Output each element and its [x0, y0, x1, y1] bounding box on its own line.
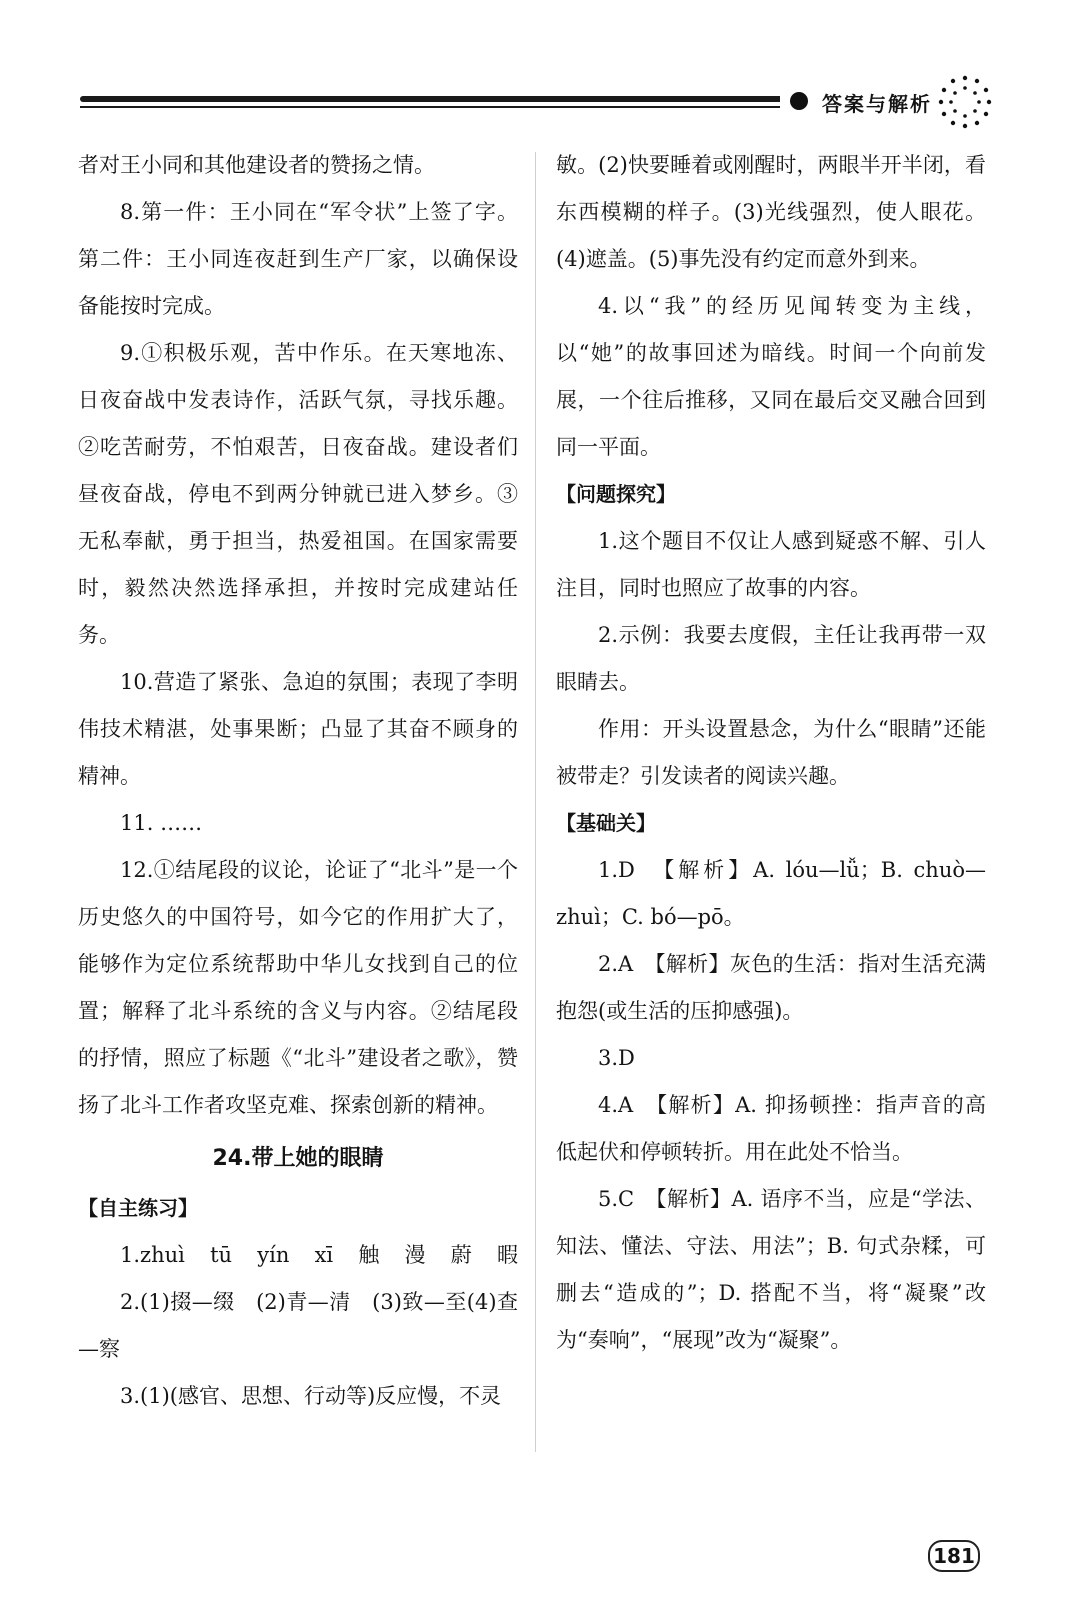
pinyin-item: 蔚: [450, 1243, 472, 1267]
answer-3-continued: 敏。(2)快要睡着或刚醒时，两眼半开半闭，看东西模糊的样子。(3)光线强烈，使人眼花。(4)遮盖。(5)事先没有约定而意外到来。: [556, 153, 986, 271]
answer-9: 9.①积极乐观，苦中作乐。在天寒地冻、日夜奋战中发表诗作，活跃气氛，寻找乐趣。②吃苦耐劳，不怕艰苦，日夜奋战。建设者们昼夜奋战，停电不到两分钟就已进入梦乡。③无私奉献，勇于担当，热爱祖国。在国家需要时，毅然决然选择承担，并按时完成建站任务。: [78, 341, 518, 647]
answer-11: 11. ……: [120, 811, 203, 835]
explore-answer-1: 1.这个题目不仅让人感到疑惑不解、引人注目，同时也照应了故事的内容。: [556, 529, 986, 600]
pinyin-item: xī: [314, 1243, 334, 1267]
basic-answer-4: 4.A 【解析】A. 抑扬顿挫：指声音的高低起伏和停顿转折。用在此处不恰当。: [556, 1093, 986, 1164]
section-heading-explore: 【问题探究】: [556, 482, 676, 506]
paragraph: 者对王小同和其他建设者的赞扬之情。: [78, 153, 435, 177]
answer-8: 8.第一件：王小同在“军令状”上签了字。第二件：王小同连夜赶到生产厂家，以确保设备能按时完成。: [78, 200, 518, 318]
basic-answer-3: 3.D: [598, 1046, 635, 1070]
section-heading-practice: 【自主练习】: [78, 1196, 198, 1220]
header-title: 答案与解析: [822, 92, 932, 116]
basic-answer-1: 1.D 【解析】A. lóu—lǚ；B. chuò—zhuì；C. bó—pō。: [556, 858, 986, 929]
answer-2: 2.(1)掇—缀 (2)青—清 (3)致—至(4)查—察: [78, 1290, 518, 1361]
dotted-sun-icon: [935, 72, 995, 132]
pinyin-item: 漫: [404, 1243, 426, 1267]
basic-answer-2: 2.A 【解析】灰色的生活：指对生活充满抱怨(或生活的压抑感强)。: [556, 952, 986, 1023]
pinyin-item: 触: [358, 1243, 380, 1267]
page-header: [0, 0, 1072, 140]
pinyin-item: 1.zhuì: [120, 1243, 185, 1267]
right-column: [556, 142, 986, 1364]
answer-3: 3.(1)(感官、思想、行动等)反应慢，不灵: [120, 1384, 502, 1408]
answer-1-pinyin-row: [78, 1232, 518, 1279]
header-rule-thin: [80, 106, 780, 108]
pinyin-item: yín: [257, 1243, 290, 1267]
section-heading-basic: 【基础关】: [556, 811, 656, 835]
lesson-title: 24.带上她的眼睛: [212, 1146, 384, 1171]
pinyin-item: tū: [210, 1243, 233, 1267]
page-number: 181: [928, 1540, 980, 1572]
basic-answer-5: 5.C 【解析】A. 语序不当，应是“学法、知法、懂法、守法、用法”；B. 句式杂糅，可删去“造成的”；D. 搭配不当，将“凝聚”改为“奏响”，“展现”改为“凝聚”。: [556, 1187, 986, 1352]
explore-answer-2: 2.示例：我要去度假，主任让我再带一双眼睛去。: [556, 623, 986, 694]
left-column: [78, 142, 518, 1420]
column-divider: [535, 152, 536, 1452]
answer-12: 12.①结尾段的议论，论证了“北斗”是一个历史悠久的中国符号，如今它的作用扩大了，能够作为定位系统帮助中华儿女找到自己的位置；解释了北斗系统的含义与内容。②结尾段的抒情，照应了标题《“北斗”建设者之歌》，赞扬了北斗工作者攻坚克难、探索创新的精神。: [78, 858, 518, 1117]
answer-4: 4.以“我”的经历见闻转变为主线，以“她”的故事回述为暗线。时间一个向前发展，一个往后推移，又同在最后交叉融合回到同一平面。: [556, 294, 986, 459]
explore-effect: 作用：开头设置悬念，为什么“眼睛”还能被带走？引发读者的阅读兴趣。: [556, 717, 986, 788]
header-rule-thick: [80, 96, 780, 102]
answer-10: 10.营造了紧张、急迫的氛围；表现了李明伟技术精湛，处事果断；凸显了其奋不顾身的精神。: [78, 670, 518, 788]
pinyin-item: 暇: [496, 1243, 518, 1267]
header-dot-icon: [790, 92, 808, 110]
